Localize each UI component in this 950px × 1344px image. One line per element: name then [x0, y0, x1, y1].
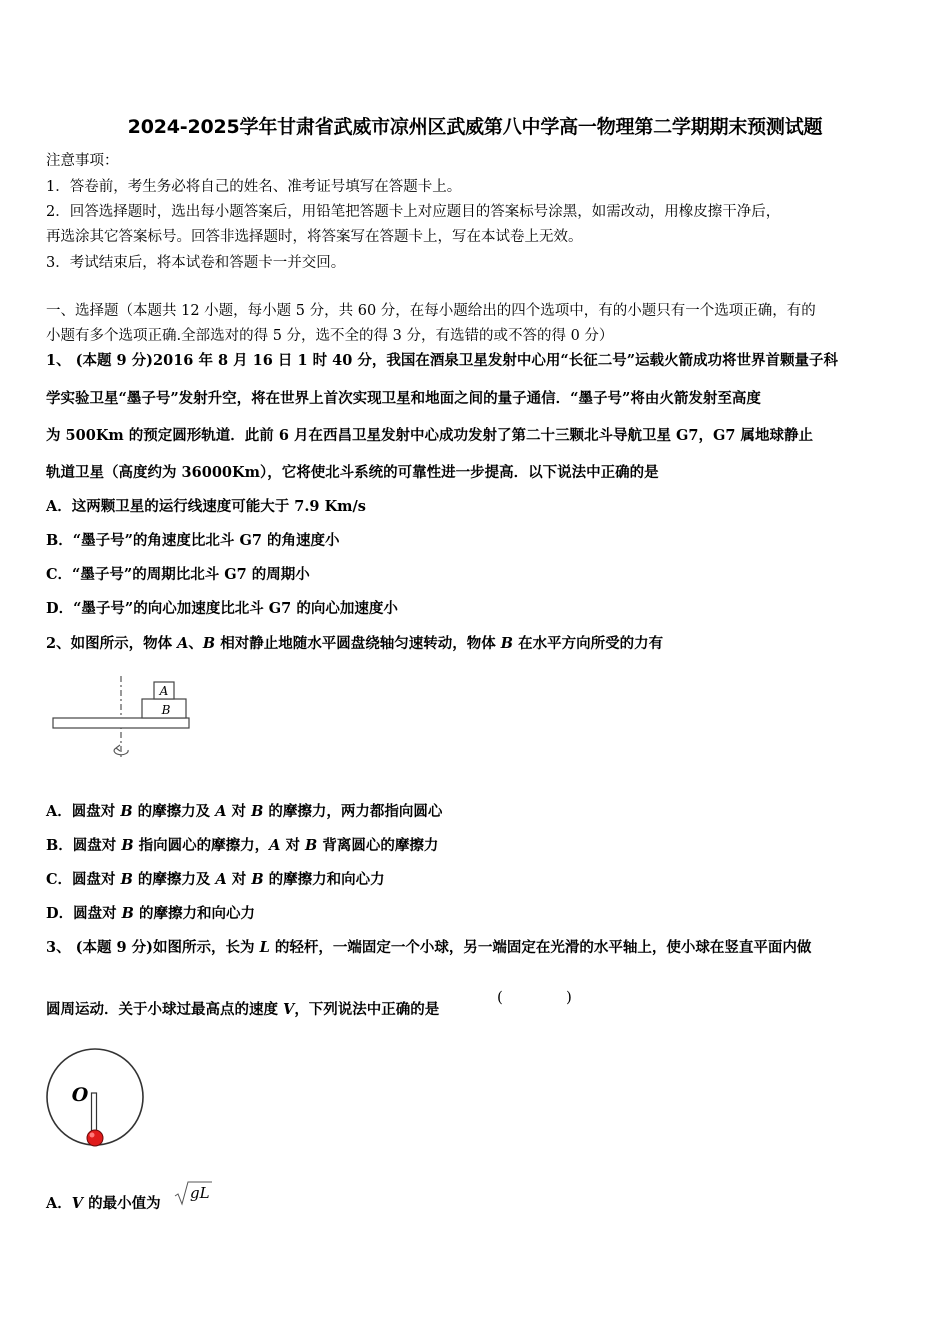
q2-option-var: B [251, 803, 264, 820]
notice-item-1: 1．答卷前，考生务必将自己的姓名、准考证号填写在答题卡上。 [46, 179, 462, 195]
q2-stem-text: 2、如图所示，物体 [46, 635, 178, 652]
q2-option-c [46, 871, 385, 889]
q2-option-var: B [120, 871, 133, 888]
q2-option-var: B [120, 803, 133, 820]
q3-option-a [46, 1195, 161, 1213]
q3-option-text: A． [46, 1195, 72, 1212]
q3-figure [44, 1045, 148, 1153]
q2-option-text: 的摩擦力和向心力 [133, 905, 255, 922]
q2-option-text: 的摩擦力和向心力 [263, 871, 385, 888]
notice-heading: 注意事项： [46, 153, 119, 169]
q1-stem-line4: 轨道卫星（高度约为 36000Km），它将使北斗系统的可靠性进一步提高．以下说法中正确的是 [46, 464, 659, 481]
notice-item-3: 3．考试结束后，将本试卷和答题卡一并交回。 [46, 255, 346, 271]
q2-option-var: B [121, 837, 134, 854]
q3-stem-var: V [283, 1001, 295, 1018]
q2-option-text: 对 [280, 837, 306, 854]
q2-option-text: C．圆盘对 [46, 871, 121, 888]
q2-option-d [46, 905, 255, 923]
q2-option-text: 的摩擦力及 [132, 803, 216, 820]
q2-option-text: B．圆盘对 [46, 837, 122, 854]
exam-title: 2024-2025学年甘肃省武威市凉州区武威第八中学高一物理第二学期期末预测试题 [127, 116, 823, 138]
q2-option-var: A [215, 871, 227, 888]
q2-stem-text: 在水平方向所受的力有 [513, 635, 664, 652]
q2-option-text: 的摩擦力及 [132, 871, 216, 888]
q3-option-var: V [71, 1195, 84, 1212]
q2-option-var: B [305, 837, 318, 854]
block-b-label: B [161, 703, 171, 717]
q2-option-b [46, 837, 438, 855]
q2-option-var: A [269, 837, 281, 854]
q1-stem-line3: 为 500Km 的预定圆形轨道．此前 6 月在西昌卫星发射中心成功发射了第二十三颗北斗导航卫星 G7，G7 属地球静止 [46, 427, 814, 444]
rotation-arrowhead-icon [116, 745, 120, 751]
section-heading-line1: 一、选择题（本题共 12 小题，每小题 5 分，共 60 分，在每小题给出的四个选项中，有的小题只有一个选项正确，有的 [46, 303, 816, 319]
q1-option-a: A．这两颗卫星的运行线速度可能大于 7.9 Km/s [46, 498, 366, 515]
answer-paren-open: ( [497, 988, 503, 1006]
q2-stem-var: B [202, 635, 216, 652]
disc [53, 718, 189, 728]
q3-stem-text: 圆周运动．关于小球过最高点的速度 [46, 1001, 284, 1018]
q2-option-text: 对 [226, 803, 252, 820]
q1-option-d: D．“墨子号”的向心加速度比北斗 G7 的向心加速度小 [46, 600, 398, 617]
q2-stem-text: 、 [188, 635, 203, 652]
q2-figure [50, 676, 200, 768]
q2-stem-text: 相对静止地随水平圆盘绕轴匀速转动，物体 [215, 635, 501, 652]
q2-option-text: A．圆盘对 [46, 803, 121, 820]
answer-paren-close: ) [566, 988, 572, 1006]
sqrt-formula: gL [190, 1184, 210, 1202]
q2-option-a [46, 803, 442, 821]
q2-stem-var: B [500, 635, 514, 652]
notice-item-2: 2．回答选择题时，选出每小题答案后，用铅笔把答题卡上对应题目的答案标号涂黑，如需改动，用橡皮擦干净后， [46, 204, 781, 220]
axis-label-o: O [71, 1084, 89, 1106]
q2-option-text: 对 [226, 871, 252, 888]
q1-stem-line1: 1、 (本题 9 分)2016 年 8 月 16 日 1 时 40 分，我国在酒泉卫星发射中心用“长征二号”运载火箭成功将世界首颗量子科 [46, 352, 839, 369]
q3-stem-line1 [46, 939, 811, 957]
q2-stem [46, 635, 663, 653]
q2-stem-var: A [177, 635, 189, 652]
q2-option-var: B [121, 905, 134, 922]
q3-stem-line2 [46, 1001, 439, 1019]
q3-stem-text: 3、 (本题 9 分)如图所示，长为 [46, 939, 260, 956]
q2-option-text: 的摩擦力，两力都指向圆心 [263, 803, 443, 820]
q1-option-c: C．“墨子号”的周期比北斗 G7 的周期小 [46, 566, 310, 583]
q1-option-b: B．“墨子号”的角速度比北斗 G7 的角速度小 [46, 532, 340, 549]
q2-option-text: 指向圆心的摩擦力， [133, 837, 270, 854]
q3-stem-text: 的轻杆，一端固定一个小球，另一端固定在光滑的水平轴上，使小球在竖直平面内做 [269, 939, 812, 956]
q2-option-text: 背离圆心的摩擦力 [317, 837, 439, 854]
ball [87, 1130, 103, 1146]
q2-option-var: B [251, 871, 264, 888]
section-heading-line2: 小题有多个选项正确.全部选对的得 5 分，选不全的得 3 分，有选错的或不答的得 0 分） [46, 328, 614, 344]
q1-stem-line2: 学实验卫星“墨子号”发射升空，将在世界上首次实现卫星和地面之间的量子通信．“墨子号”将由火箭发射至高度 [46, 390, 761, 407]
q2-option-var: A [215, 803, 227, 820]
block-a-label: A [159, 684, 169, 698]
q3-option-text: 的最小值为 [83, 1195, 161, 1212]
ball-highlight [90, 1133, 95, 1138]
q3-stem-var: L [259, 939, 270, 956]
q3-stem-text: ，下列说法中正确的是 [294, 1001, 440, 1018]
notice-item-2-cont: 再选涂其它答案标号。回答非选择题时，将答案写在答题卡上，写在本试卷上无效。 [46, 229, 583, 245]
q2-option-text: D．圆盘对 [46, 905, 122, 922]
